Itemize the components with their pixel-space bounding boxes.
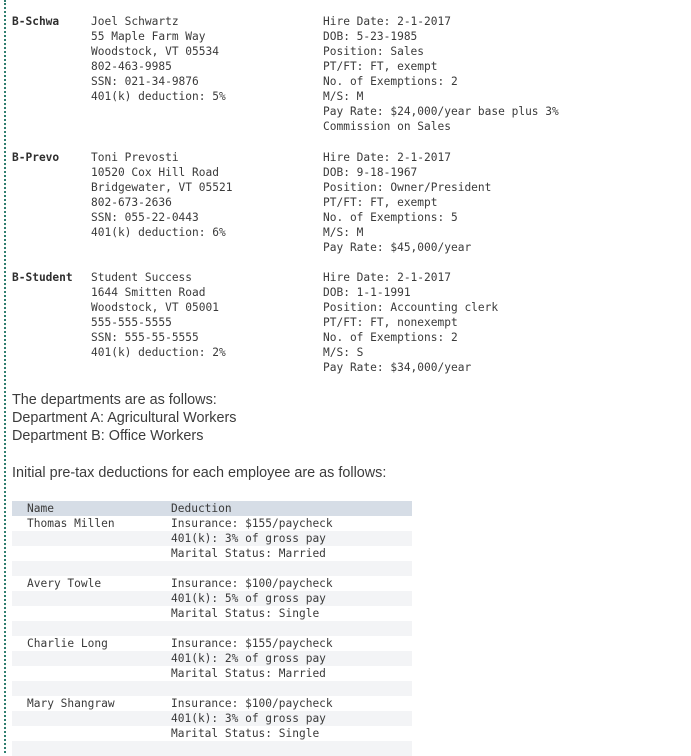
exemptions: No. of Exemptions: 5 [323, 211, 458, 224]
employee-name-cell: Avery Towle [27, 577, 102, 590]
dob: DOB: 9-18-1967 [323, 166, 418, 179]
table-row [12, 681, 412, 696]
employee-phone: 802-673-2636 [91, 196, 172, 209]
employee-street: 55 Maple Farm Way [91, 30, 206, 43]
table-row [12, 696, 412, 711]
employee-city: Woodstock, VT 05001 [91, 301, 219, 314]
employee-contact [91, 150, 232, 240]
marital-status: M/S: M [323, 90, 364, 103]
hire-date: Hire Date: 2-1-2017 [323, 271, 451, 284]
employee-details [323, 270, 498, 375]
table-row [12, 651, 412, 666]
employee-details [323, 14, 559, 134]
employee-name-cell [12, 711, 171, 726]
employee-id: B-Prevo [12, 151, 60, 164]
employee-401k: 401(k) deduction: 6% [91, 226, 226, 239]
employee-street: 10520 Cox Hill Road [91, 166, 219, 179]
employee-name-cell [12, 741, 171, 756]
deduction-cell: 401(k): 3% of gross pay [171, 531, 412, 546]
table-row [12, 531, 412, 546]
employee-401k: 401(k) deduction: 2% [91, 346, 226, 359]
employee-contact [91, 270, 226, 360]
employee-record [12, 270, 652, 380]
department-item: Department B: Office Workers [12, 428, 204, 444]
table-row [12, 561, 412, 576]
employee-name-cell [12, 591, 171, 606]
deduction-cell: 401(k): 3% of gross pay [171, 711, 412, 726]
employee-401k: 401(k) deduction: 5% [91, 90, 226, 103]
table-row [12, 726, 412, 741]
table-header-row [12, 501, 412, 516]
employee-record [12, 150, 652, 260]
pt-ft-status: PT/FT: FT, nonexempt [323, 316, 458, 329]
column-header-deduction: Deduction [171, 501, 412, 516]
pt-ft-status: PT/FT: FT, exempt [323, 196, 438, 209]
hire-date: Hire Date: 2-1-2017 [323, 15, 451, 28]
employee-id: B-Student [12, 271, 73, 284]
employee-name-cell [12, 666, 171, 681]
employee-name-cell: Thomas Millen [27, 517, 115, 530]
employee-name-cell [12, 681, 171, 696]
deduction-cell [171, 681, 412, 696]
position: Position: Sales [323, 45, 425, 58]
table-row [12, 576, 412, 591]
deductions-intro-section [12, 464, 386, 482]
employee-street: 1644 Smitten Road [91, 286, 206, 299]
deduction-cell: Marital Status: Single [171, 727, 320, 740]
employee-ssn: SSN: 021-34-9876 [91, 75, 199, 88]
table-row [12, 636, 412, 651]
content-margin-rule [4, 0, 6, 753]
marital-status: M/S: S [323, 346, 364, 359]
deductions-table [12, 501, 412, 756]
deduction-cell [171, 741, 412, 756]
departments-section [12, 391, 236, 445]
employee-ssn: SSN: 555-55-5555 [91, 331, 199, 344]
column-header-name: Name [12, 501, 171, 516]
table-row [12, 606, 412, 621]
employee-city: Bridgewater, VT 05521 [91, 181, 233, 194]
deduction-cell: Marital Status: Married [171, 547, 326, 560]
deduction-cell: 401(k): 2% of gross pay [171, 651, 412, 666]
employee-details [323, 150, 491, 255]
pay-rate: Pay Rate: $45,000/year [323, 241, 472, 254]
deduction-cell: Marital Status: Married [171, 667, 326, 680]
table-row [12, 741, 412, 756]
employee-name-cell [12, 531, 171, 546]
table-row [12, 666, 412, 681]
deduction-cell: Insurance: $100/paycheck [171, 577, 333, 590]
employee-phone: 802-463-9985 [91, 60, 172, 73]
hire-date: Hire Date: 2-1-2017 [323, 151, 451, 164]
deduction-cell [171, 621, 412, 636]
deduction-cell: Insurance: $155/paycheck [171, 637, 333, 650]
employee-name: Toni Prevosti [91, 151, 179, 164]
deduction-cell: Marital Status: Single [171, 607, 320, 620]
deduction-cell [171, 561, 412, 576]
pay-rate: Pay Rate: $24,000/year base plus 3% [323, 105, 559, 118]
employee-id: B-Schwa [12, 15, 60, 28]
employee-record [12, 14, 652, 136]
departments-intro: The departments are as follows: [12, 392, 217, 408]
table-row [12, 546, 412, 561]
table-row [12, 516, 412, 531]
employee-phone: 555-555-5555 [91, 316, 172, 329]
employee-city: Woodstock, VT 05534 [91, 45, 219, 58]
employee-ssn: SSN: 055-22-0443 [91, 211, 199, 224]
employee-name-cell [12, 561, 171, 576]
position: Position: Accounting clerk [323, 301, 499, 314]
employee-name-cell: Charlie Long [27, 637, 108, 650]
deduction-cell: Insurance: $100/paycheck [171, 697, 333, 710]
table-row [12, 711, 412, 726]
employee-name-cell [12, 546, 171, 561]
employee-contact [91, 14, 226, 104]
pay-rate-continued: Commission on Sales [323, 120, 451, 133]
exemptions: No. of Exemptions: 2 [323, 331, 458, 344]
pt-ft-status: PT/FT: FT, exempt [323, 60, 438, 73]
deductions-intro: Initial pre-tax deductions for each employee are as follows: [12, 465, 387, 481]
pay-rate: Pay Rate: $34,000/year [323, 361, 472, 374]
employee-name: Joel Schwartz [91, 15, 179, 28]
deduction-cell: Insurance: $155/paycheck [171, 517, 333, 530]
position: Position: Owner/President [323, 181, 492, 194]
dob: DOB: 5-23-1985 [323, 30, 418, 43]
marital-status: M/S: M [323, 226, 364, 239]
employee-name-cell [12, 606, 171, 621]
department-item: Department A: Agricultural Workers [12, 410, 237, 426]
table-row [12, 591, 412, 606]
table-row [12, 621, 412, 636]
employee-name-cell: Mary Shangraw [27, 697, 115, 710]
employee-name-cell [12, 651, 171, 666]
deduction-cell: 401(k): 5% of gross pay [171, 591, 412, 606]
exemptions: No. of Exemptions: 2 [323, 75, 458, 88]
dob: DOB: 1-1-1991 [323, 286, 411, 299]
employee-name: Student Success [91, 271, 193, 284]
employee-name-cell [12, 621, 171, 636]
employee-name-cell [12, 726, 171, 741]
